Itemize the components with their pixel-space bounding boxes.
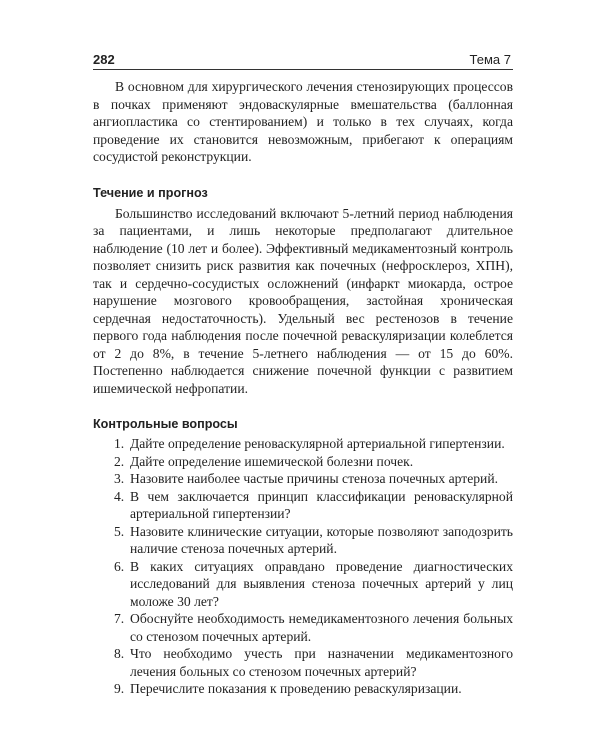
question-item [93,453,513,471]
section-heading-prognosis: Течение и прогноз [93,185,208,200]
question-number: 4. [114,488,125,504]
question-text: Дайте определение реноваскулярной артериальной гипертензии. [130,436,505,451]
question-number: 7. [114,611,125,626]
question-item [93,558,513,611]
question-number: 8. [114,646,125,661]
question-text: Обоснуйте необходимость немедикаментозного лечения больных со стенозом почечных артерий. [130,611,513,644]
question-text: Назовите наиболее частые причины стеноза почечных артерий. [130,471,498,486]
question-text: Назовите клинические ситуации, которые позволяют заподозрить наличие стеноза почечных артерий. [130,523,513,556]
question-item [93,645,513,680]
question-item [93,435,513,453]
section-heading-questions: Контрольные вопросы [93,417,238,431]
question-number: 1. [114,436,125,451]
question-text: Дайте определение ишемической болезни почек. [130,453,414,469]
running-head: Тема 7 [469,52,511,67]
page-content [93,78,513,698]
question-number: 2. [114,453,125,469]
question-item [93,470,513,488]
question-number: 3. [114,471,125,486]
question-text: Что необходимо учесть при назначении медикаментозного лечения больных со стенозом почечных артерий? [130,646,513,679]
page-header [93,51,513,70]
question-text: В каких ситуациях оправдано проведение диагностических исследований для выявления стеноза почечных артерий у лиц моложе 30 лет? [130,558,513,609]
question-item [93,680,513,698]
question-number: 5. [114,523,125,539]
question-item [93,610,513,645]
prognosis-paragraph: Большинство исследований включают 5-летний период наблюдения за пациентами, и лишь некоторые предполагают длительное наблюдение (10 лет и более). Эффективный медикаментозный контроль позволяет снизить риск развития как почечных (нефросклероз, ХПН), так и сердечно-сосудистых осложнений (инфаркт миокарда, острое нарушение мозгового кровообращения, застойная хроническая сердечная недостаточность). Удельный вес рестенозов в течение первого года наблюдения после почечной реваскуляризации колеблется от 2 до 8%, в течение 5-летнего наблюдения — от 15 до 60%. Постепенно наблюдается снижение почечной функции с развитием ишемической нефропатии. [93,205,513,396]
question-text: Перечислите показания к проведению реваскуляризации. [130,681,462,696]
question-item [93,523,513,558]
page-number: 282 [93,52,115,67]
question-number: 9. [114,681,125,696]
intro-paragraph: В основном для хирургического лечения стенозирующих процессов в почках применяют эндоваскулярные вмешательства (баллонная ангиопластика со стентированием) и только в тех случаях, когда проведение их становится невозможным, прибегают к операциям сосудистой реконструкции. [93,79,513,164]
question-number: 6. [114,558,125,574]
questions-list [93,435,513,698]
question-text: В чем заключается принцип классификации реноваскулярной артериальной гипертензии? [130,488,513,521]
question-item [93,488,513,523]
